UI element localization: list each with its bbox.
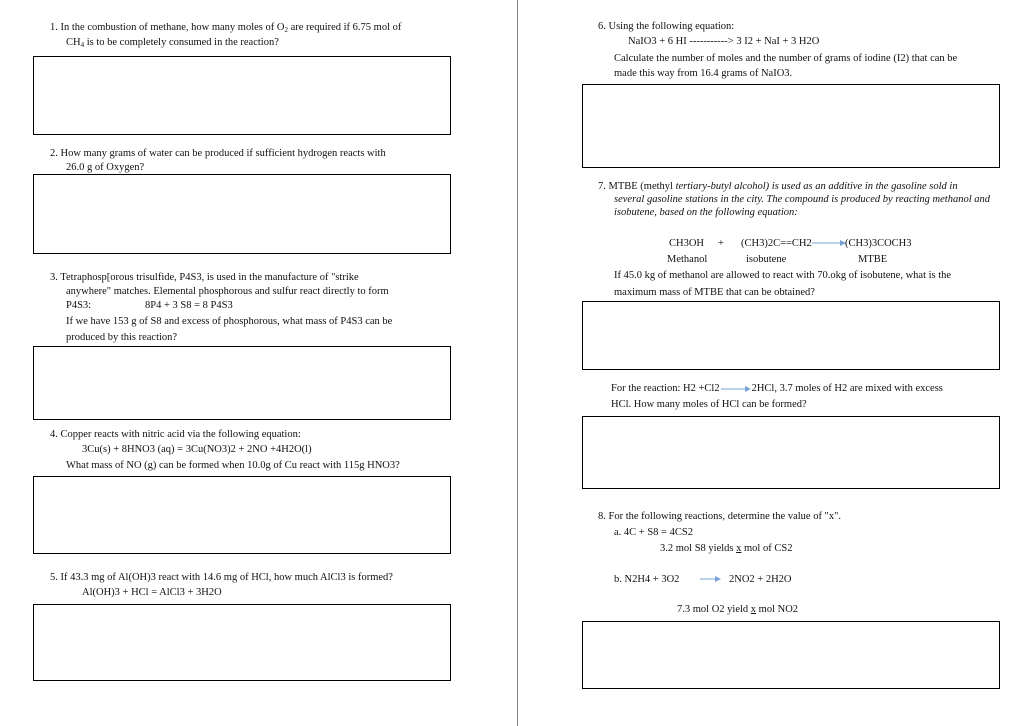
q5-line1: 5. If 43.3 mg of Al(OH)3 react with 14.6 mg of HCl, how much AlCl3 is formed?	[50, 572, 393, 583]
q1-line2: $CH_4$ is to be completely consumed in the reaction?	[66, 37, 279, 49]
q6-line1: 6. Using the following equation:	[598, 21, 735, 32]
q2-answer-box[interactable]	[33, 174, 451, 254]
q6-line3: Calculate the number of moles and the number of grams of iodine (I2) that can be	[614, 53, 958, 64]
q4-line1: 4. Copper reacts with nitric acid via the following equation:	[50, 429, 301, 440]
q7-line2: several gasoline stations in the city. The compound is produced by reacting methanol and	[614, 194, 991, 205]
q8-b-reaction-arrow-icon	[700, 574, 722, 584]
q7-line3: isobutene, based on the following equation:	[614, 207, 798, 218]
q7-line4: If 45.0 kg of methanol are allowed to react with 70.okg of isobutene, what is the	[614, 270, 952, 281]
q8-a-equation: a. 4C + S8 = 4CS2	[614, 527, 693, 538]
q7-name-methanol: Methanol	[667, 254, 708, 265]
q4-answer-box[interactable]	[33, 476, 451, 554]
q3-answer-box[interactable]	[33, 346, 451, 420]
q7-plus: +	[718, 238, 724, 249]
q8-a-text: 3.2 mol S8 yields x mol of CS2	[660, 543, 793, 554]
q2-line2: 26.0 g of Oxygen?	[66, 162, 145, 173]
q3-line2: anywhere" matches. Elemental phosphorous and sulfur react directly to form	[66, 286, 389, 297]
hcl-line1: For the reaction: H2 +Cl2 2HCl, 3.7 moles of H2 are mixed with excess	[611, 383, 943, 394]
q3-line1: 3. Tetraphosp[orous trisulfide, P4S3, is used in the manufacture of "strike	[50, 272, 359, 283]
q8-answer-box[interactable]	[582, 621, 1000, 689]
q7-line1: 7. MTBE (methyl tertiary-butyl alcohol) is used as an additive in the gasoline sold in	[598, 181, 958, 192]
q7-reactant2: (CH3)2C==CH2	[741, 238, 812, 249]
q6-equation: NaIO3 + 6 HI -----------> 3 I2 + NaI + 3 H2O	[628, 36, 820, 47]
q4-equation: 3Cu(s) + 8HNO3 (aq) = 3Cu(NO3)2 + 2NO +4H2O(l)	[82, 444, 312, 455]
q6-line4: made this way from 16.4 grams of NaIO3.	[614, 68, 793, 79]
q7-line5: maximum mass of MTBE that can be obtained?	[614, 287, 815, 298]
q7-answer-box[interactable]	[582, 301, 1000, 370]
q8-b-equation-left: b. N2H4 + 3O2	[614, 574, 680, 585]
hcl-line2: HCl. How many moles of HCl can be formed?	[611, 399, 807, 410]
q7-reaction-arrow-icon	[812, 238, 846, 248]
q3-line3-label: P4S3:	[66, 300, 92, 311]
q5-answer-box[interactable]	[33, 604, 451, 681]
q5-equation: Al(OH)3 + HCl = AlCl3 + 3H2O	[82, 587, 222, 598]
q2-line1: 2. How many grams of water can be produced if sufficient hydrogen reacts with	[50, 148, 386, 159]
q7-name-isobutene: isobutene	[746, 254, 787, 265]
q3-line5: produced by this reaction?	[66, 332, 178, 343]
q8-line1: 8. For the following reactions, determine the value of "x".	[598, 511, 842, 522]
q7-product: (CH3)3COCH3	[845, 238, 912, 249]
q1-answer-box[interactable]	[33, 56, 451, 135]
q6-answer-box[interactable]	[582, 84, 1000, 168]
q7-name-mtbe: MTBE	[858, 254, 888, 265]
q3-line4: If we have 153 g of S8 and excess of phosphorous, what mass of P4S3 can be	[66, 316, 393, 327]
q7-reactant1: CH3OH	[669, 238, 705, 249]
hcl-answer-box[interactable]	[582, 416, 1000, 489]
q8-b-text: 7.3 mol O2 yield x mol NO2	[677, 604, 799, 615]
hcl-reaction-arrow-icon	[720, 384, 752, 394]
q3-equation: 8P4 + 3 S8 = 8 P4S3	[145, 300, 233, 311]
page-divider	[517, 0, 518, 726]
q1-line1: 1. In the combustion of methane, how many moles of $O_2$ are required if 6.75 mol of	[50, 22, 402, 34]
q4-line3: What mass of NO (g) can be formed when 10.0g of Cu react with 115g HNO3?	[66, 460, 400, 471]
q8-b-equation-right: 2NO2 + 2H2O	[729, 574, 792, 585]
